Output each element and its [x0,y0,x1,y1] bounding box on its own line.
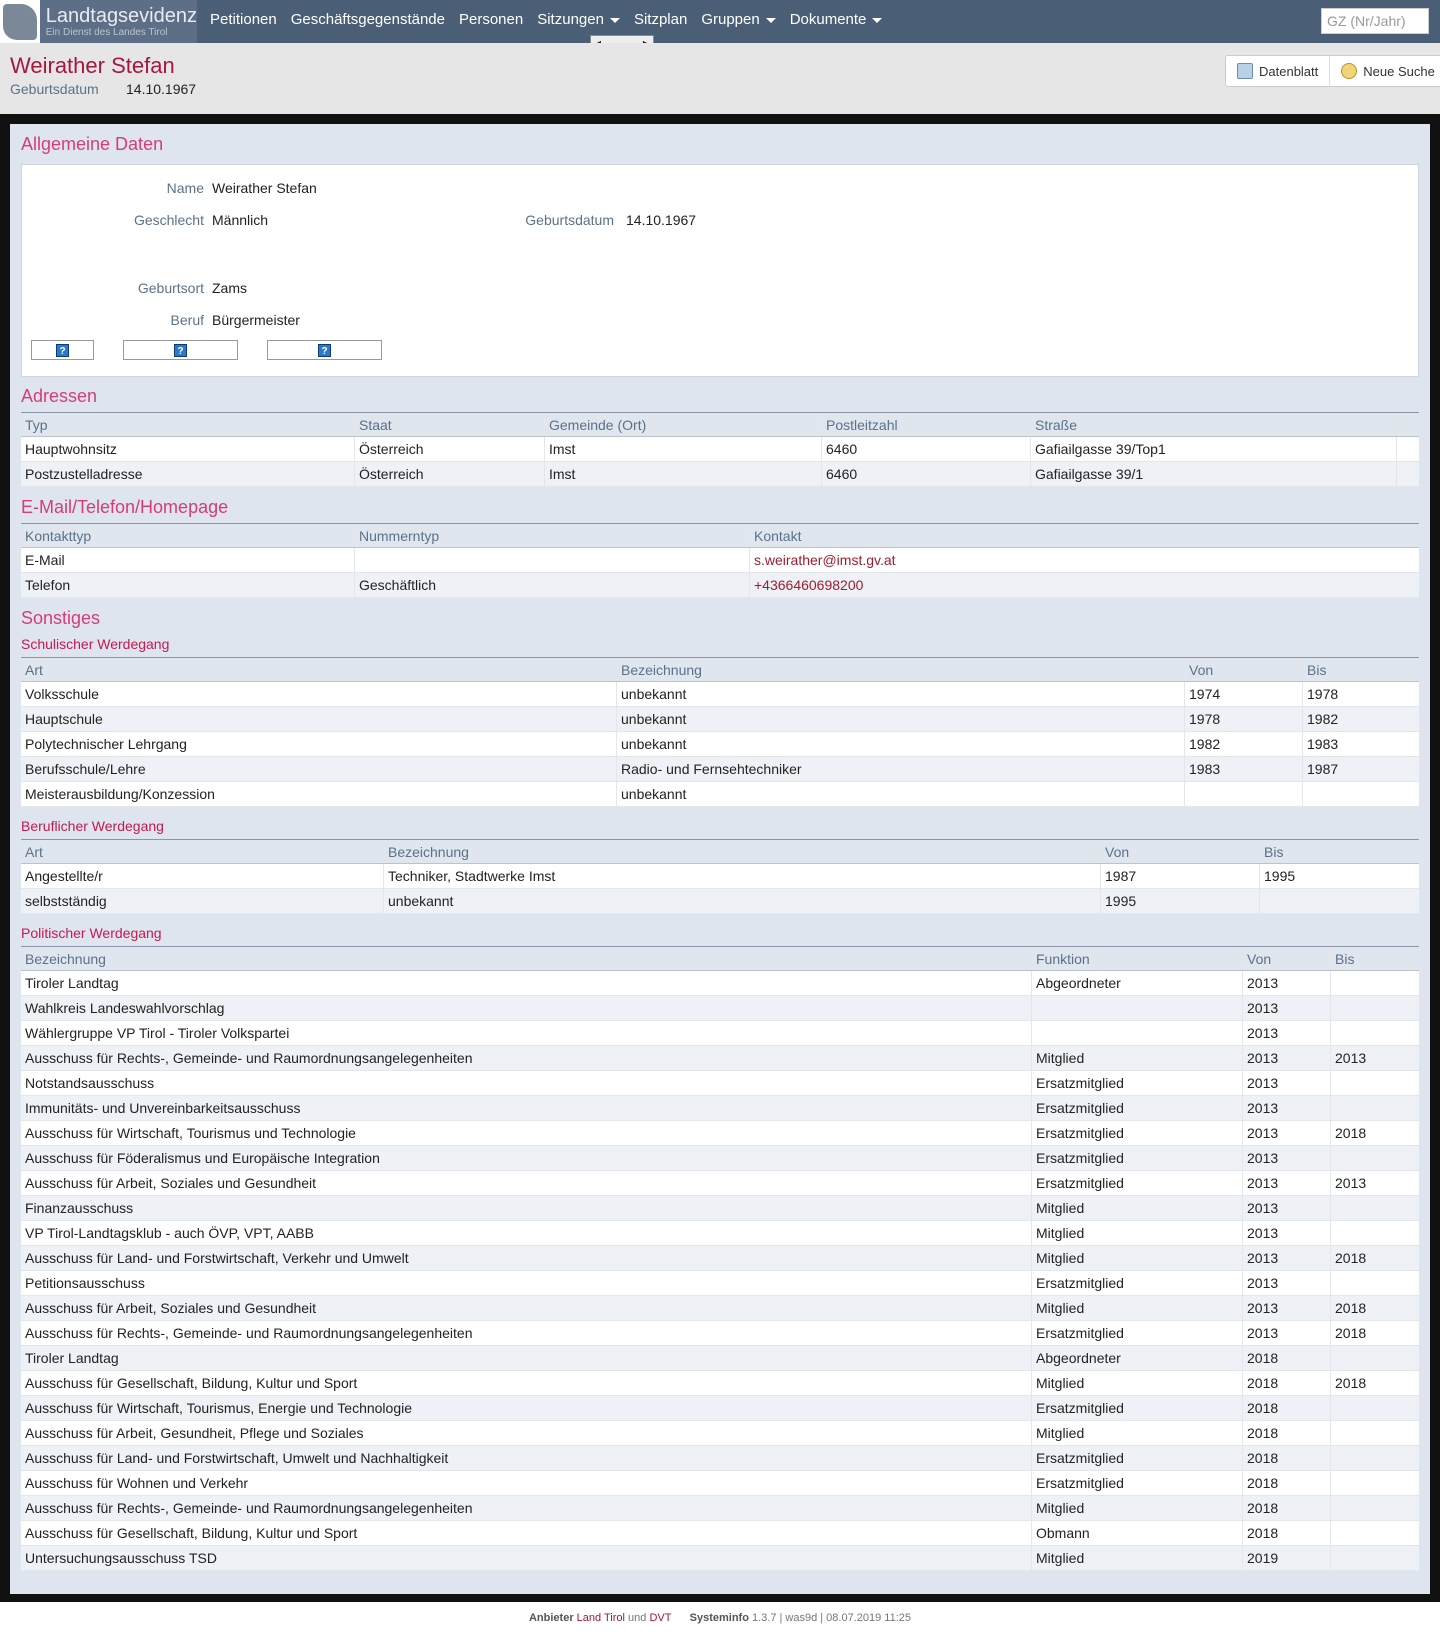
school-subtitle: Schulischer Werdegang [21,636,170,652]
table-cell: Mitglied [1032,1046,1243,1070]
table-cell: Ersatzmitglied [1032,1446,1243,1470]
table-cell: Mitglied [1032,1196,1243,1220]
table-row [21,707,1419,732]
general-data-box [21,164,1419,377]
table-cell: Wahlkreis Landeswahlvorschlag [21,996,1032,1020]
table-row [21,971,1419,996]
table-cell: unbekannt [384,889,1101,913]
table-row [21,1496,1419,1521]
table-cell: Ersatzmitglied [1032,1471,1243,1495]
table-cell: 2018 [1243,1521,1331,1545]
table-cell: 2013 [1243,1046,1331,1070]
table-cell: Österreich [355,437,545,461]
table-cell: Polytechnischer Lehrgang [21,732,617,756]
table-cell [1032,996,1243,1020]
table-cell: Gafiailgasse 39/Top1 [1031,437,1397,461]
table-cell [1331,1196,1419,1220]
table-cell: Österreich [355,462,545,486]
table-header-row [21,839,1419,864]
contact-table [21,523,1419,598]
table-cell: Ersatzmitglied [1032,1096,1243,1120]
table-cell: VP Tirol-Landtagsklub - auch ÖVP, VPT, AABB [21,1221,1032,1245]
table-cell [750,573,1419,597]
table-cell: Notstandsausschuss [21,1071,1032,1095]
table-cell: 2013 [1243,1171,1331,1195]
table-row [21,1396,1419,1421]
table-cell: 2013 [1243,1071,1331,1095]
column-header: Postleitzahl [822,413,1031,436]
nav-item-label: Personen [459,11,524,28]
column-header: Bis [1335,951,1355,967]
name-label: Name [166,180,204,196]
new-search-label: Neue Suche [1363,63,1435,79]
table-row [21,996,1419,1021]
column-header: Bezeichnung [617,658,1185,681]
provider-link-land-tirol[interactable]: Land Tirol [576,1612,625,1624]
table-row [21,1221,1419,1246]
table-cell: Ausschuss für Arbeit, Gesundheit, Pflege und Soziales [21,1421,1032,1445]
table-row [21,1071,1419,1096]
table-cell [750,548,1419,572]
document-icon [1237,63,1253,79]
column-header: Von [1101,840,1260,863]
nav-item-geschäftsgegenstände[interactable] [284,0,452,43]
table-cell: 1982 [1307,711,1339,727]
table-cell [1260,889,1419,913]
table-row [21,1546,1419,1571]
table-cell: Ausschuss für Gesellschaft, Bildung, Kultur und Sport [21,1521,1032,1545]
table-row [21,889,1419,914]
table-row [21,437,1419,462]
table-cell: 2013 [1243,1321,1331,1345]
addresses-table [21,412,1419,487]
nav-item-label: Sitzplan [633,11,688,28]
column-header: Art [21,658,617,681]
column-header: Von [1185,658,1303,681]
nav-item-label: Sitzungen [537,11,604,28]
header-birth-value: 14.10.1967 [126,81,197,97]
column-header: Kontakt [754,528,802,544]
table-cell: Radio- und Fernsehtechniker [617,757,1185,781]
table-cell: Ausschuss für Rechts-, Gemeinde- und Raumordnungsangelegenheiten [21,1046,1032,1070]
table-row [21,462,1419,487]
table-cell: unbekannt [617,732,1185,756]
main-menu [203,0,889,43]
table-cell: Hauptwohnsitz [21,437,355,461]
table-cell: Hauptschule [21,707,617,731]
table-cell: 2018 [1335,1250,1367,1266]
table-cell [1397,437,1419,461]
table-cell: Postzustelladresse [21,462,355,486]
table-cell [1331,971,1419,995]
table-row [21,548,1419,573]
table-cell: Mitglied [1032,1546,1243,1570]
table-cell: Ausschuss für Wirtschaft, Tourismus, Energie und Technologie [21,1396,1032,1420]
table-cell: 2019 [1243,1546,1331,1570]
table-cell: Ersatzmitglied [1032,1396,1243,1420]
column-header: Bis [1307,662,1327,678]
column-header: Straße [1031,413,1397,436]
table-cell: 2018 [1243,1421,1331,1445]
table-cell: Untersuchungsausschuss TSD [21,1546,1032,1570]
table-cell: Imst [545,462,822,486]
gender-value: Männlich [212,212,269,228]
brand-title: Landtagsevidenz [45,4,197,27]
help-icon: ? [56,344,69,357]
table-row [21,1346,1419,1371]
table-row [21,782,1419,807]
table-header-row [21,657,1419,682]
nav-item-label: Gruppen [701,11,760,28]
table-cell: Ersatzmitglied [1032,1121,1243,1145]
table-header-row [21,412,1419,437]
table-cell: Ausschuss für Gesellschaft, Bildung, Kultur und Sport [21,1371,1032,1395]
column-header [1397,413,1419,436]
column-header: Bezeichnung [384,840,1101,863]
footer-and: und [628,1612,647,1624]
datenblatt-label: Datenblatt [1259,63,1319,79]
birthdate-label: Geburtsdatum [525,212,614,228]
table-cell [1331,1096,1419,1120]
table-cell: Ausschuss für Wohnen und Verkehr [21,1471,1032,1495]
help-icon: ? [174,344,187,357]
table-cell: Tiroler Landtag [21,1346,1032,1370]
contact-link[interactable]: s.weirather@imst.gv.at [754,552,896,568]
table-cell: Meisterausbildung/Konzession [21,782,617,806]
table-cell: 2018 [1335,1125,1367,1141]
birthdate-value: 14.10.1967 [626,212,697,228]
birthplace-value: Zams [212,280,247,296]
table-cell: Berufsschule/Lehre [21,757,617,781]
table-cell [1331,1496,1419,1520]
table-cell [1303,782,1419,806]
column-header: Nummerntyp [355,524,750,547]
table-header-row [21,523,1419,548]
table-cell: Ersatzmitglied [1032,1171,1243,1195]
table-cell: Ausschuss für Rechts-, Gemeinde- und Raumordnungsangelegenheiten [21,1496,1032,1520]
table-cell: 1995 [1264,868,1296,884]
table-cell: 2018 [1243,1371,1331,1395]
career-subtitle: Beruflicher Werdegang [21,818,164,834]
help-icon: ? [318,344,331,357]
column-header: Staat [355,413,545,436]
sysinfo-label: Systeminfo [689,1612,749,1624]
table-cell: 1995 [1101,889,1260,913]
table-cell: unbekannt [617,782,1185,806]
table-row [21,1371,1419,1396]
table-cell: 1978 [1185,707,1303,731]
search-icon [1341,63,1357,79]
table-cell: Ausschuss für Arbeit, Soziales und Gesundheit [21,1296,1032,1320]
page-title: Weirather Stefan [10,53,175,78]
datenblatt-button[interactable] [1226,56,1329,86]
table-row [21,1446,1419,1471]
table-cell: 2013 [1243,1271,1331,1295]
table-row [21,1096,1419,1121]
table-cell: 2018 [1243,1471,1331,1495]
table-cell: 2013 [1243,1021,1331,1045]
table-cell [1331,1546,1419,1570]
politics-table [21,946,1419,1571]
table-cell: 2013 [1243,1296,1331,1320]
table-cell: 1987 [1101,864,1260,888]
table-cell: unbekannt [617,682,1185,706]
nav-item-personen[interactable] [452,0,530,43]
table-cell: Ausschuss für Arbeit, Soziales und Gesundheit [21,1171,1032,1195]
table-cell: Ausschuss für Land- und Forstwirtschaft, Umwelt und Nachhaltigkeit [21,1446,1032,1470]
table-cell [1331,1271,1419,1295]
general-section-title: Allgemeine Daten [21,134,164,154]
table-cell [1397,462,1419,486]
table-header-row [21,946,1419,971]
table-cell: 2018 [1243,1346,1331,1370]
table-cell: 1983 [1307,736,1339,752]
gz-search-input[interactable] [1321,8,1429,34]
sysinfo-value: 1.3.7 | was9d | 08.07.2019 11:25 [751,1612,912,1624]
table-cell [1331,1221,1419,1245]
table-row [21,1046,1419,1071]
table-cell: Ersatzmitglied [1032,1071,1243,1095]
table-cell: 2018 [1243,1496,1331,1520]
table-cell: 2018 [1335,1325,1367,1341]
caret-down-icon [766,18,776,23]
help-button[interactable] [31,340,94,360]
name-value: Weirather Stefan [212,180,317,196]
column-header: Art [21,840,384,863]
table-cell: Petitionsausschuss [21,1271,1032,1295]
table-cell: E-Mail [21,548,355,572]
page-header [0,43,1440,114]
nav-item-label: Geschäftsgegenstände [290,11,445,28]
table-cell: Mitglied [1032,1221,1243,1245]
footer [0,1612,1440,1624]
table-cell: 1974 [1185,682,1303,706]
table-cell: 6460 [822,462,1031,486]
table-cell: Ersatzmitglied [1032,1271,1243,1295]
table-cell: 2013 [1335,1050,1367,1066]
table-cell: 1987 [1307,761,1339,777]
table-row [21,1321,1419,1346]
table-row [21,1121,1419,1146]
table-cell: 1978 [1307,686,1339,702]
table-cell: Volksschule [21,682,617,706]
table-row [21,1271,1419,1296]
table-cell: 2018 [1335,1300,1367,1316]
table-cell: Mitglied [1032,1421,1243,1445]
table-cell [1331,1471,1419,1495]
birthplace-label: Geburtsort [137,280,204,296]
table-cell: 2013 [1243,1096,1331,1120]
table-cell: 2013 [1243,1221,1331,1245]
column-header: Bezeichnung [21,947,1032,970]
nav-item-label: Petitionen [210,11,277,28]
contact-link[interactable]: +4366460698200 [754,577,864,593]
table-cell: 2013 [1243,971,1331,995]
nav-item-label: Dokumente [789,11,867,28]
column-header: Bis [1264,844,1284,860]
table-cell: 1982 [1185,732,1303,756]
politics-subtitle: Politischer Werdegang [21,925,162,941]
table-cell: Angestellte/r [21,864,384,888]
table-cell: Abgeordneter [1032,971,1243,995]
table-cell: 2013 [1335,1175,1367,1191]
help-button[interactable] [123,340,238,360]
table-row [21,864,1419,889]
table-cell: Mitglied [1032,1246,1243,1270]
table-row [21,1021,1419,1046]
table-cell [1331,1021,1419,1045]
table-cell [1331,996,1419,1020]
caret-down-icon [610,18,620,23]
table-cell: Ausschuss für Wirtschaft, Tourismus und Technologie [21,1121,1032,1145]
gender-label: Geschlecht [133,212,204,228]
table-cell: Ausschuss für Rechts-, Gemeinde- und Raumordnungsangelegenheiten [21,1321,1032,1345]
table-row [21,1146,1419,1171]
misc-section-title: Sonstiges [21,608,101,628]
table-cell: Mitglied [1032,1371,1243,1395]
caret-down-icon [872,18,882,23]
table-cell: Mitglied [1032,1296,1243,1320]
column-header: Funktion [1032,947,1243,970]
job-label: Beruf [170,312,204,328]
table-row [21,682,1419,707]
table-cell: Telefon [21,573,355,597]
table-cell: Ausschuss für Land- und Forstwirtschaft, Verkehr und Umwelt [21,1246,1032,1270]
table-cell [1032,1021,1243,1045]
provider-link-dvt[interactable]: DVT [649,1612,672,1624]
table-cell [1331,1396,1419,1420]
table-cell: Tiroler Landtag [21,971,1032,995]
table-cell [1331,1421,1419,1445]
table-cell: Obmann [1032,1521,1243,1545]
table-cell: Abgeordneter [1032,1346,1243,1370]
table-cell: 2018 [1243,1396,1331,1420]
table-cell: unbekannt [617,707,1185,731]
table-cell: Finanzausschuss [21,1196,1032,1220]
table-cell [1185,782,1303,806]
table-row [21,757,1419,782]
table-cell: 2018 [1243,1446,1331,1470]
provider-label: Anbieter [528,1612,574,1624]
top-navbar [0,0,1440,43]
new-search-button[interactable] [1329,56,1440,86]
brand[interactable] [0,0,197,43]
table-cell: Mitglied [1032,1496,1243,1520]
table-cell: 1983 [1185,757,1303,781]
header-button-group [1225,55,1440,87]
table-cell: 2018 [1335,1375,1367,1391]
table-row [21,1296,1419,1321]
help-button[interactable] [267,340,382,360]
addresses-section-title: Adressen [21,386,98,406]
column-header: Gemeinde (Ort) [545,413,822,436]
table-row [21,732,1419,757]
table-cell: 2013 [1243,1121,1331,1145]
job-value: Bürgermeister [212,312,300,328]
school-table [21,657,1419,807]
table-cell [1331,1146,1419,1170]
table-cell: Ersatzmitglied [1032,1146,1243,1170]
table-cell: 2013 [1243,1146,1331,1170]
table-cell [355,548,750,572]
brand-subtitle: Ein Dienst des Landes Tirol [45,26,168,38]
table-cell [1331,1071,1419,1095]
table-cell: Immunitäts- und Unvereinbarkeitsausschuss [21,1096,1032,1120]
table-cell: Wählergruppe VP Tirol - Tiroler Volkspartei [21,1021,1032,1045]
table-cell [1331,1346,1419,1370]
table-row [21,1471,1419,1496]
column-header: Typ [21,413,355,436]
career-table [21,839,1419,914]
table-cell: Ersatzmitglied [1032,1321,1243,1345]
table-cell: Gafiailgasse 39/1 [1031,462,1397,486]
table-cell: Geschäftlich [355,573,750,597]
table-cell [1331,1446,1419,1470]
table-row [21,1196,1419,1221]
table-row [21,1521,1419,1546]
nav-item-dokumente[interactable] [783,0,890,43]
column-header: Von [1243,947,1331,970]
table-cell: Ausschuss für Föderalismus und Europäische Integration [21,1146,1032,1170]
table-cell: 2013 [1243,1246,1331,1270]
column-header: Kontakttyp [21,524,355,547]
table-cell: Techniker, Stadtwerke Imst [384,864,1101,888]
contact-section-title: E-Mail/Telefon/Homepage [21,497,229,517]
table-cell [1331,1521,1419,1545]
nav-item-gruppen[interactable] [694,0,782,43]
table-cell: 2013 [1243,996,1331,1020]
table-cell: Imst [545,437,822,461]
table-row [21,1421,1419,1446]
table-row [21,1171,1419,1196]
tirol-eagle-logo-icon [0,0,40,43]
table-row [21,573,1419,598]
table-row [21,1246,1419,1271]
nav-item-petitionen[interactable] [203,0,284,43]
table-cell: selbstständig [21,889,384,913]
table-cell: 6460 [822,437,1031,461]
header-birth-label: Geburtsdatum [10,81,99,97]
table-cell: 2013 [1243,1196,1331,1220]
